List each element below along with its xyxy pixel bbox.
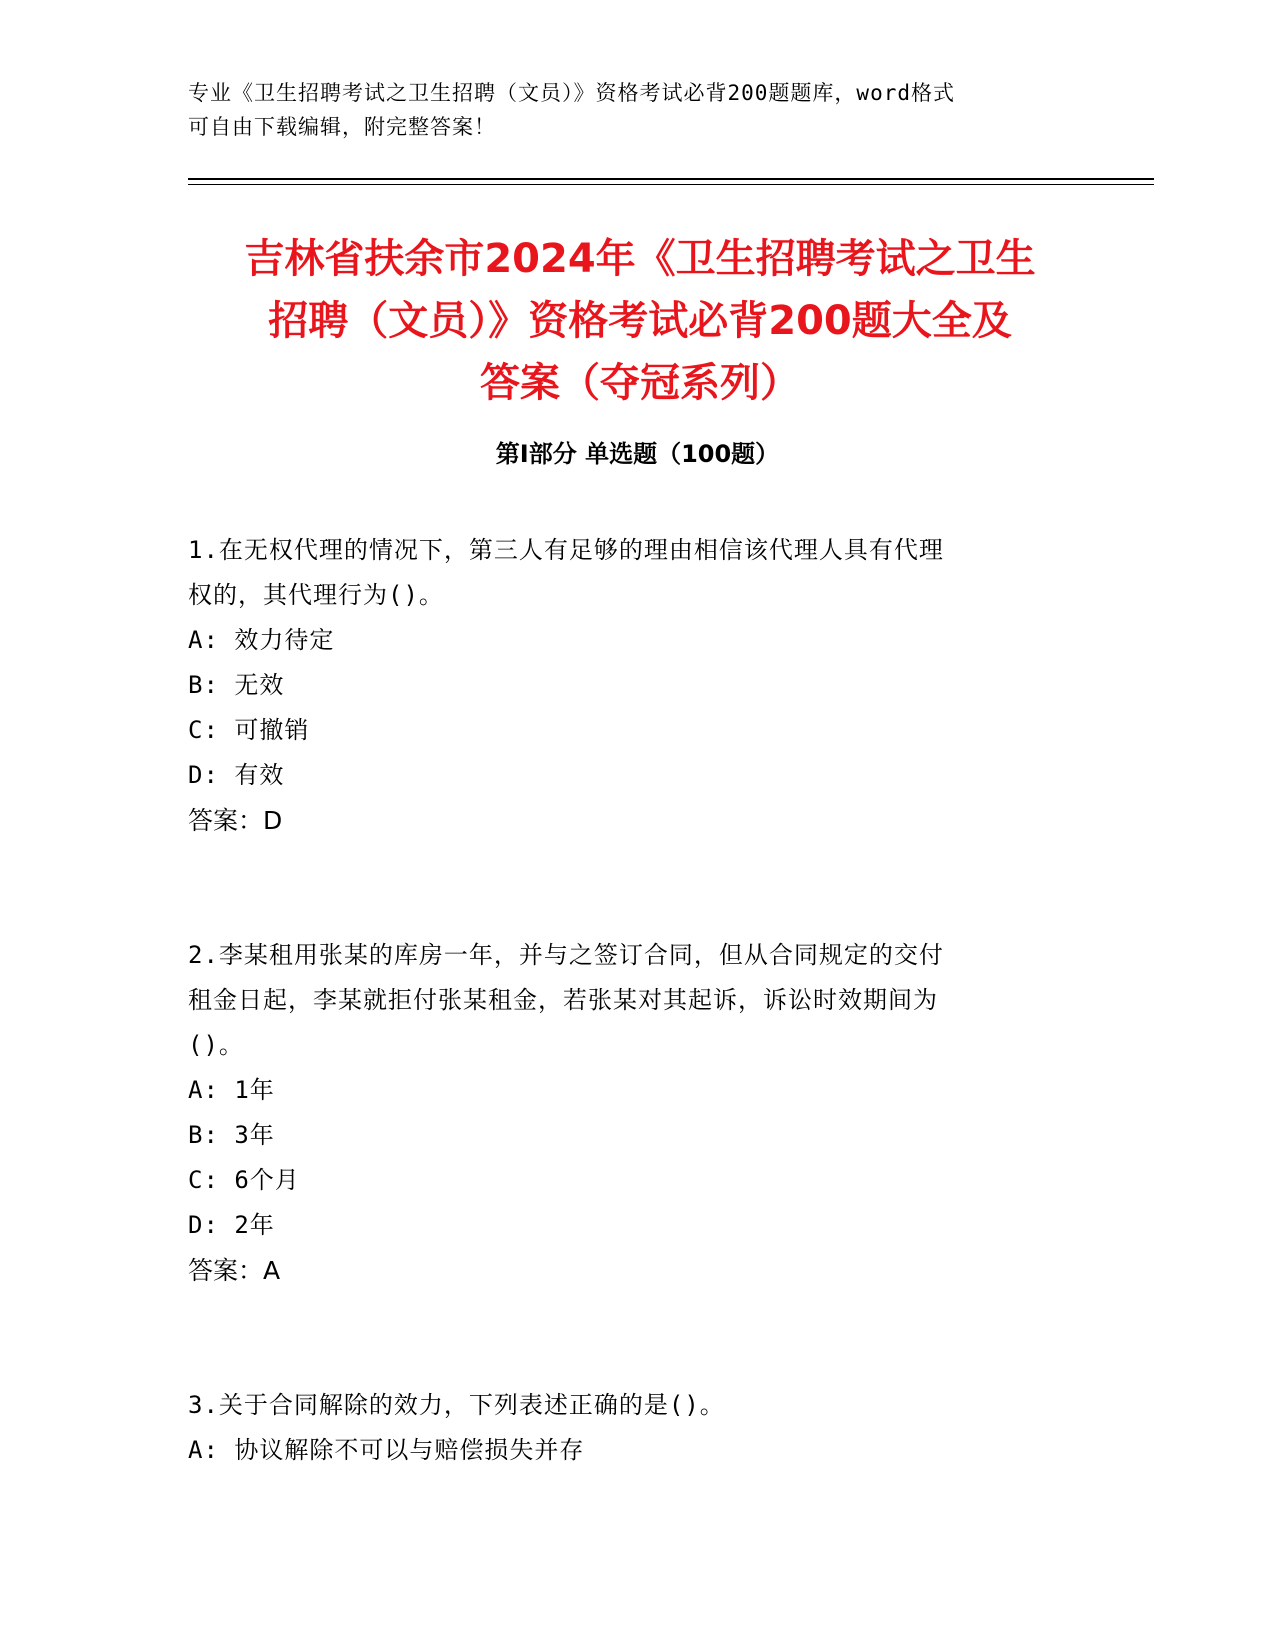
question-item — [188, 528, 1088, 843]
question-item — [188, 933, 1088, 1293]
question-spacer — [188, 1293, 1088, 1383]
option-d: D: 2年 — [188, 1211, 275, 1239]
answer-line: 答案：D — [188, 806, 283, 835]
title-line: 答案（夺冠系列） — [480, 360, 800, 406]
title-line: 吉林省扶余市2024年《卫生招聘考试之卫生 — [244, 236, 1036, 282]
header-rule-thin — [188, 184, 1154, 185]
title-line: 招聘（文员）》资格考试必背200题大全及 — [268, 298, 1012, 344]
question-text: 1.在无权代理的情况下，第三人有足够的理由相信该代理人具有代理 — [188, 536, 944, 564]
answer-line: 答案：A — [188, 1256, 281, 1285]
option-c: C: 6个月 — [188, 1166, 300, 1194]
document-title — [160, 228, 1120, 414]
question-spacer — [188, 843, 1088, 933]
option-d: D: 有效 — [188, 761, 285, 789]
section-title: 第Ⅰ部分 单选题（100题） — [495, 440, 780, 468]
header-rule — [188, 178, 1154, 180]
option-c: C: 可撤销 — [188, 716, 310, 744]
question-item — [188, 1383, 1088, 1473]
option-b: B: 无效 — [188, 671, 285, 699]
question-text: 租金日起，李某就拒付张某租金，若张某对其起诉，诉讼时效期间为 — [188, 986, 938, 1014]
option-a: A: 效力待定 — [188, 626, 335, 654]
header-note-line: 专业《卫生招聘考试之卫生招聘（文员）》资格考试必背200题题库，word格式 — [188, 81, 955, 105]
question-text: ()。 — [188, 1031, 244, 1059]
question-list — [188, 528, 1088, 1473]
header-note — [188, 76, 1088, 144]
question-text: 权的，其代理行为()。 — [188, 581, 444, 609]
option-a: A: 1年 — [188, 1076, 275, 1104]
question-text: 2.李某租用张某的库房一年，并与之签订合同，但从合同规定的交付 — [188, 941, 944, 969]
question-text: 3.关于合同解除的效力，下列表述正确的是()。 — [188, 1391, 725, 1419]
header-note-line: 可自由下载编辑，附完整答案！ — [188, 115, 496, 139]
option-a: A: 协议解除不可以与赔偿损失并存 — [188, 1436, 585, 1464]
option-b: B: 3年 — [188, 1121, 275, 1149]
